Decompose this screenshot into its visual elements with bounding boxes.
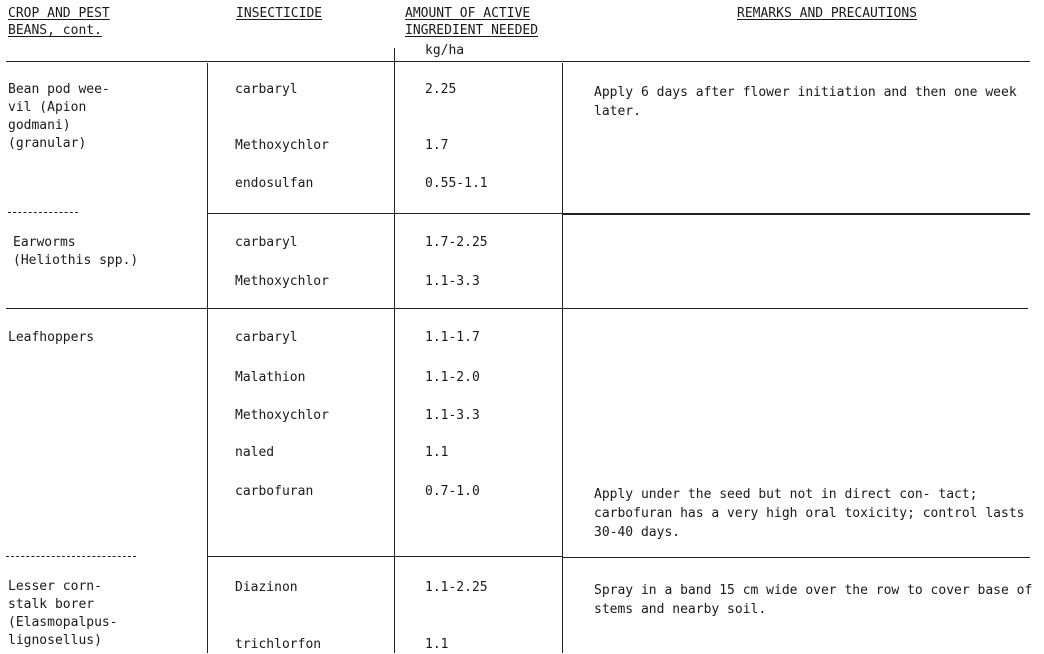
- pest-line: Bean pod wee-: [8, 82, 110, 97]
- amount-cell: 1.1-2.0: [425, 370, 480, 385]
- insecticide-cell: Methoxychlor: [235, 138, 329, 153]
- header-rule: [6, 61, 1030, 62]
- amount-cell: 1.1-3.3: [425, 408, 480, 423]
- header-amount-line2: INGREDIENT NEEDED: [405, 23, 539, 38]
- amount-cell: 1.1-3.3: [425, 274, 480, 289]
- column-divider-1: [207, 63, 208, 653]
- remark-cell: Apply under the seed but not in direct con- tact; carbofuran has a very high oral toxicity; control lasts 30-40 days.: [594, 487, 1025, 540]
- header-remarks: REMARKS AND PRECAUTIONS: [737, 6, 918, 21]
- insecticide-cell: naled: [235, 445, 275, 460]
- amount-cell: 0.55-1.1: [425, 176, 488, 191]
- pest-cell-lesser-cornstalk-borer: [8, 578, 118, 650]
- remark-cell: Apply 6 days after flower initiation and then one week later.: [594, 85, 1017, 119]
- pest-cell-bean-pod-weevil: [8, 81, 110, 153]
- header-crop-and-pest: [8, 5, 110, 39]
- pest-line: (Heliothis spp.): [13, 253, 139, 268]
- amount-cell: 1.1: [425, 637, 449, 652]
- insecticide-cell: endosulfan: [235, 176, 314, 191]
- header-crop-line1: CROP AND PEST: [8, 6, 110, 21]
- pest-line: (granular): [8, 136, 87, 151]
- header-insecticide: INSECTICIDE: [236, 6, 323, 21]
- amount-cell: 1.1: [425, 445, 449, 460]
- pest-line: stalk borer: [8, 597, 95, 612]
- pest-line: godmani): [8, 118, 71, 133]
- pest-line: Earworms: [13, 235, 76, 250]
- header-amount: [405, 5, 538, 39]
- insecticide-cell: carbaryl: [235, 330, 298, 345]
- column-divider-2: [394, 48, 395, 653]
- pest-cell-earworms: [13, 234, 138, 270]
- group-separator: [563, 213, 1030, 215]
- column-divider-3: [562, 63, 563, 653]
- amount-cell: 1.7: [425, 138, 449, 153]
- pest-line: Lesser corn-: [8, 579, 102, 594]
- amount-cell: 2.25: [425, 82, 457, 97]
- group-separator: [207, 213, 563, 214]
- insecticide-cell: Methoxychlor: [235, 408, 329, 423]
- group-separator: [6, 556, 136, 557]
- insecticide-cell: Diazinon: [235, 580, 298, 595]
- amount-cell: 0.7-1.0: [425, 484, 480, 499]
- header-amount-line1: AMOUNT OF ACTIVE: [405, 6, 531, 21]
- group-separator: [563, 557, 1030, 558]
- pest-line: lignosellus): [8, 633, 102, 648]
- pest-line: vil (Apion: [8, 100, 87, 115]
- insecticide-cell: Malathion: [235, 370, 306, 385]
- amount-cell: 1.7-2.25: [425, 235, 488, 250]
- header-amount-unit: kg/ha: [425, 43, 465, 58]
- group-separator: [6, 308, 1028, 309]
- pest-line: (Elasmopalpus-: [8, 615, 118, 630]
- group-separator: [8, 212, 78, 213]
- insecticide-cell: carbaryl: [235, 82, 298, 97]
- insecticide-cell: carbofuran: [235, 484, 314, 499]
- pest-line: Leafhoppers: [8, 330, 95, 345]
- insecticide-cell: Methoxychlor: [235, 274, 329, 289]
- insecticide-cell: trichlorfon: [235, 637, 322, 652]
- amount-cell: 1.1-1.7: [425, 330, 480, 345]
- insecticide-cell: carbaryl: [235, 235, 298, 250]
- pest-cell-leafhoppers: [8, 329, 94, 347]
- group-separator: [207, 556, 563, 557]
- remark-cell: Spray in a band 15 cm wide over the row to cover base of stems and nearby soil.: [594, 583, 1033, 617]
- header-crop-line2: BEANS, cont.: [8, 23, 102, 38]
- amount-cell: 1.1-2.25: [425, 580, 488, 595]
